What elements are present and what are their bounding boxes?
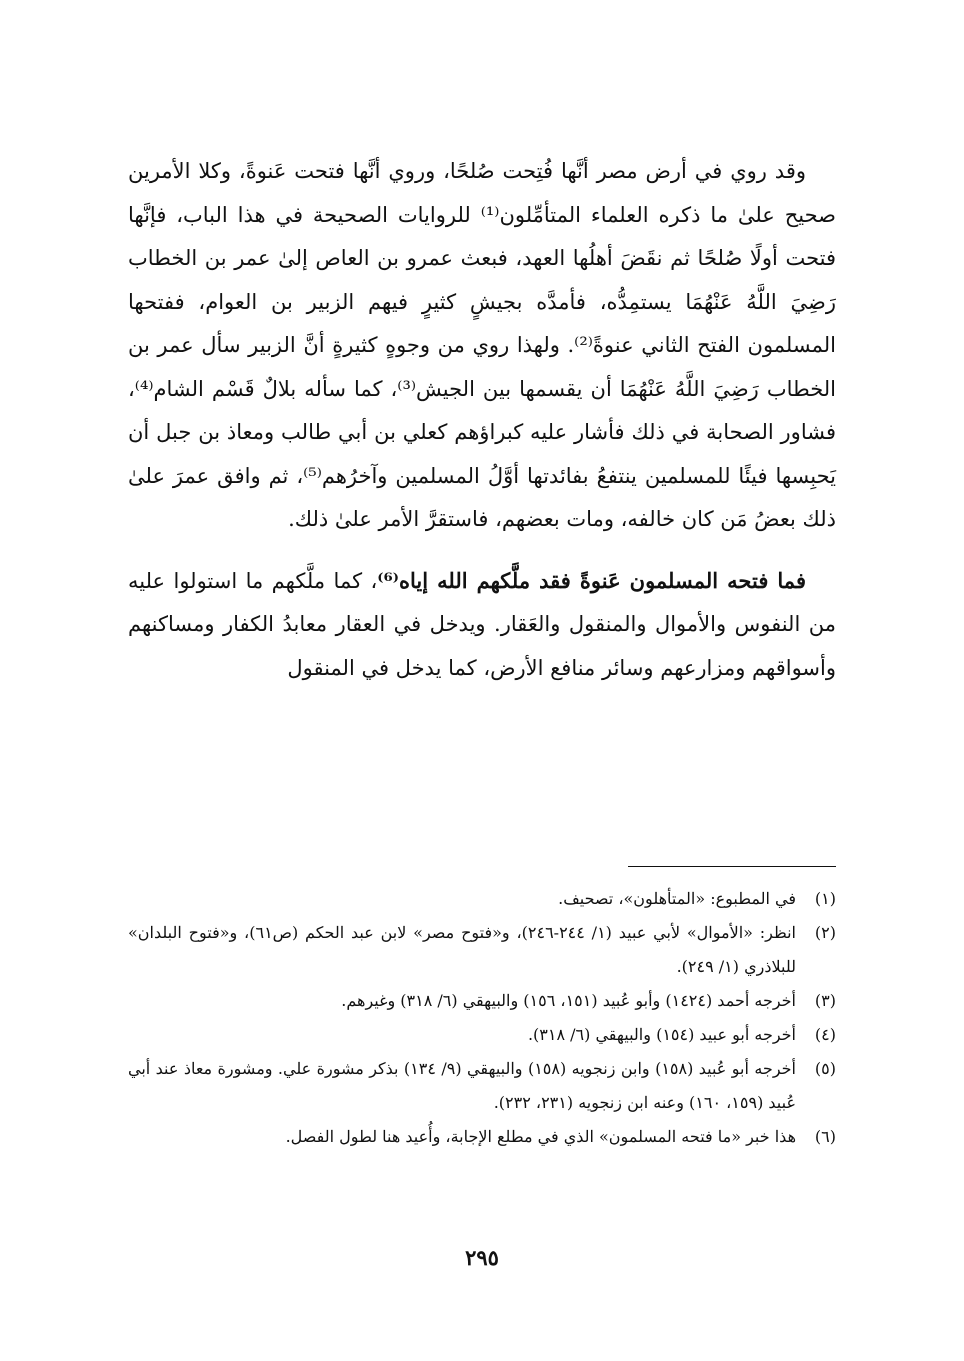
footnote-text: أخرجه أحمد (١٤٢٤) وأبو عُبيد (١٥١، ١٥٦) والبيهقي (٦/ ٣١٨) وغيرهم. [341, 991, 796, 1010]
footnote-text: انظر: «الأموال» لأبي عبيد (١/ ٢٤٤-٢٤٦)، و«فتوح مصر» لابن عبد الحكم (ص٦١)، و«فتوح البلدان» للبلاذري (١/ ٢٤٩). [128, 923, 797, 976]
footnote-text: في المطبوع: «المتأهلون»، تصحيف. [558, 889, 796, 908]
page-number: ٢٩٥ [465, 1245, 499, 1270]
footnote-number: (٦) [814, 1127, 836, 1146]
footnote-5 [128, 1052, 836, 1120]
footnote-number: (٢) [814, 923, 836, 942]
footnote-4 [128, 1018, 836, 1052]
footnote-number: (٥) [814, 1059, 836, 1078]
paragraph-1: وقد روي في أرض مصر أنَّها فُتِحت صُلحًا، وروي أنَّها فتحت عَنوةً، وكلا الأمرين صحيح علىٰ ما ذكره العلماء المتأمِّلون⁽¹⁾ للروايات الصحيحة في هذا الباب، فإنَّها فتحت أولًا صُلحًا ثم نقَضَ أهلُها العهد، فبعث عمرو بن العاص إلىٰ عمر بن الخطاب رَضِيَ اللَّهُ عَنْهُمَا يستمِدُّه، فأمدَّه بجيشٍ كثيرٍ فيهم الزبير بن العوام، ففتحها المسلمون الفتح الثاني عنوةً⁽²⁾. ولهذا روي من وجوهٍ كثيرةٍ أنَّ الزبير سأل عمر بن الخطاب رَضِيَ اللَّهُ عَنْهُمَا أن يقسمها بين الجيش⁽³⁾، كما سأله بلالٌ قَسْم الشام⁽⁴⁾، فشاور الصحابة في ذلك فأشار عليه كبراؤهم كعلي بن أبي طالب ومعاذ بن جبل أن يَحبِسها فيئًا للمسلمين ينتفعُ بفائدتها أوَّلُ المسلمين وآخرُهم⁽⁵⁾، ثم وافق عمرَ علىٰ ذلك بعضُ مَن كان خالفه، ومات بعضهم، فاستقرَّ الأمر علىٰ ذلك. [128, 159, 836, 531]
footnote-6 [128, 1120, 836, 1154]
paragraph-2 [128, 559, 836, 691]
footnote-number: (٣) [814, 991, 836, 1010]
paragraph-2-bold-lead: فما فتحه المسلمون عَنوةً فقد ملَّكهم الله إياه⁽⁶⁾ [377, 567, 806, 593]
footnote-text: هذا خبر «ما فتحه المسلمون» الذي في مطلع الإجابة، وأُعيد هنا لطول الفصل. [285, 1127, 796, 1146]
footnotes [128, 882, 836, 1154]
footnote-text: أخرجه أبو عُبيد (١٥٨) وابن زنجويه (١٥٨) والبيهقي (٩/ ١٣٤) بذكر مشورة علي. ومشورة معاذ عند أبي عُبيد (١٥٩، ١٦٠) وعنه ابن زنجويه (٢٣١، ٢٣٢). [128, 1059, 796, 1112]
footnote-3 [128, 984, 836, 1018]
footnote-divider [628, 866, 836, 867]
paragraph-2-rest: ، كما ملَّكهم ما استولوا عليه من النفوس والأموال والمنقول والعَقار. ويدخل في العقار معابدُ الكفار ومساكنهم وأسواقهم ومزارعهم وسائر منافع الأرض، كما يدخل في المنقول [128, 568, 836, 680]
footnote-1 [128, 882, 836, 916]
footnote-number: (٤) [814, 1025, 836, 1044]
main-text [128, 150, 836, 690]
footnote-number: (١) [814, 889, 836, 908]
footnote-text: أخرجه أبو عبيد (١٥٤) والبيهقي (٦/ ٣١٨). [527, 1025, 796, 1044]
footnote-2 [128, 916, 836, 984]
